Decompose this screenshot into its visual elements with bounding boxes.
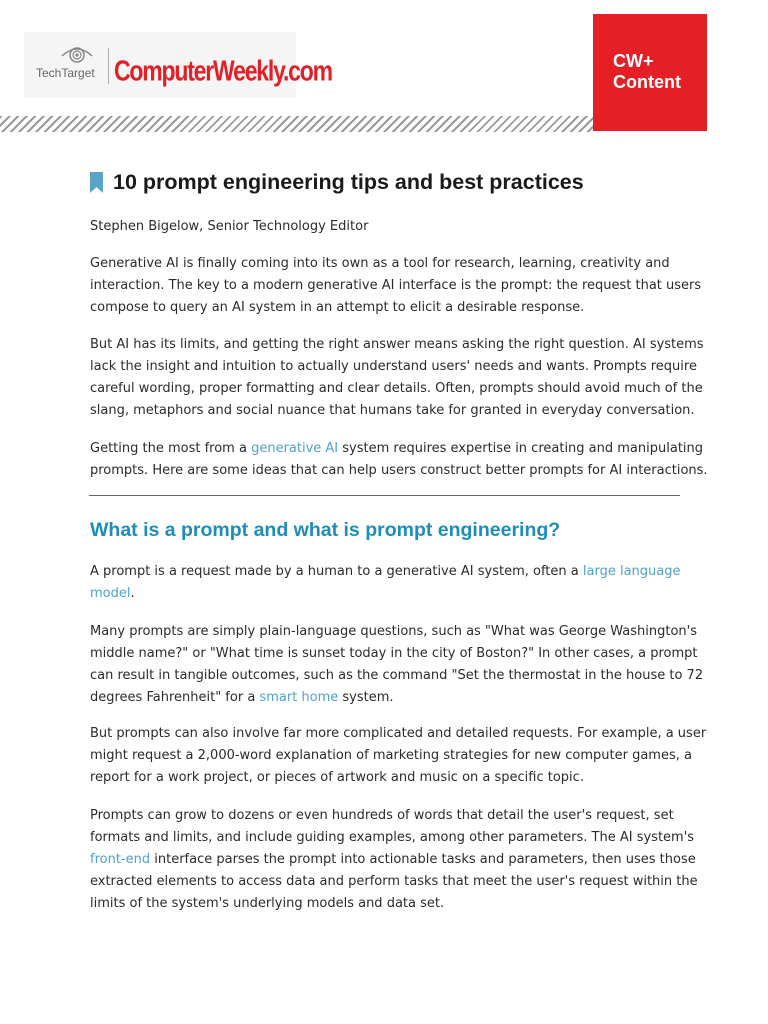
text-line: can result in tangible outcomes, such as the command "Set the thermostat in the house to 72 (90, 668, 704, 683)
intro-paragraph-2 (90, 334, 704, 422)
text-line: But prompts can also involve far more complicated and detailed requests. For example, a user (90, 726, 707, 741)
text-line (90, 561, 680, 583)
logo-divider (108, 48, 109, 84)
techtarget-label: TechTarget (36, 66, 95, 80)
badge-line-1: CW+ (613, 51, 654, 71)
text-line: Prompts can grow to dozens or even hundreds of words that detail the user's request, set (90, 808, 674, 823)
intro-paragraph-3 (90, 438, 708, 482)
text-line: prompts. Here are some ideas that can help users construct better prompts for AI interactions. (90, 463, 708, 478)
byline-text: Stephen Bigelow, Senior Technology Editor (90, 219, 369, 234)
text-line: middle name?" or "What time is sunset today in the city of Boston?" In other cases, a prompt (90, 646, 698, 661)
text-segment: system requires expertise in creating and manipulating (338, 441, 704, 456)
text-line: But AI has its limits, and getting the right answer means asking the right question. AI systems (90, 337, 704, 352)
text-line: Many prompts are simply plain-language questions, such as "What was George Washington's (90, 624, 697, 639)
large-language-model-link-continued[interactable]: model (90, 586, 131, 601)
generative-ai-link[interactable]: generative AI (251, 441, 339, 456)
text-line: formats and limits, and include guiding examples, among other parameters. The AI system's (90, 830, 695, 845)
front-end-link[interactable]: front-end (90, 852, 151, 867)
text-line (90, 687, 680, 709)
section-paragraph-1 (90, 561, 680, 605)
hatched-divider (0, 116, 593, 132)
text-line: careful wording, proper formatting and clear details. Often, prompts should avoid much of the (90, 381, 703, 396)
bookmark-icon (90, 172, 103, 193)
text-line: Generative AI is finally coming into its own as a tool for research, learning, creativity and (90, 256, 670, 271)
text-line: might request a 2,000-word explanation of marketing strategies for new computer games, a (90, 748, 692, 763)
section-divider (89, 495, 680, 496)
text-line (90, 438, 704, 460)
text-segment: Getting the most from a (90, 441, 252, 456)
section-paragraph-4 (90, 805, 698, 915)
section-paragraph-3 (90, 723, 707, 789)
text-line: report for a work project, or pieces of artwork and music on a specific topic. (90, 770, 584, 785)
text-line: compose to query an AI system in an attempt to elicit a desirable response. (90, 300, 585, 315)
text-segment: . (130, 586, 135, 601)
intro-paragraph-1 (90, 253, 702, 319)
text-segment: system. (338, 690, 394, 705)
page-title: 10 prompt engineering tips and best practices (113, 170, 584, 194)
text-line: interaction. The key to a modern generative AI interface is the prompt: the request that users (90, 278, 702, 293)
cw-plus-content-badge (593, 14, 707, 131)
text-line: limits of the system's underlying models and data set. (90, 896, 445, 911)
section-paragraph-2 (90, 621, 704, 709)
computerweekly-logo: ComputerWeekly.com (114, 54, 332, 87)
large-language-model-link[interactable]: large language (582, 564, 681, 579)
techtarget-eye-icon (60, 40, 94, 68)
text-line: lack the insight and intuition to actually understand users' needs and wants. Prompts require (90, 359, 697, 374)
text-line (90, 583, 680, 605)
byline (90, 216, 680, 238)
smart-home-link[interactable]: smart home (259, 690, 339, 705)
text-line (90, 849, 696, 871)
text-segment: A prompt is a request made by a human to a generative AI system, often a (90, 564, 583, 579)
badge-line-2: Content (613, 72, 681, 92)
text-segment: degrees Fahrenheit" for a (90, 690, 260, 705)
section-heading: What is a prompt and what is prompt engineering? (90, 519, 561, 541)
text-line: extracted elements to access data and perform tasks that meet the user's request within the (90, 874, 698, 889)
publisher-logo (24, 32, 332, 98)
text-line: slang, metaphors and social nuance that humans take for granted in everyday conversation. (90, 403, 695, 418)
text-segment: interface parses the prompt into actionable tasks and parameters, then uses those (150, 852, 696, 867)
